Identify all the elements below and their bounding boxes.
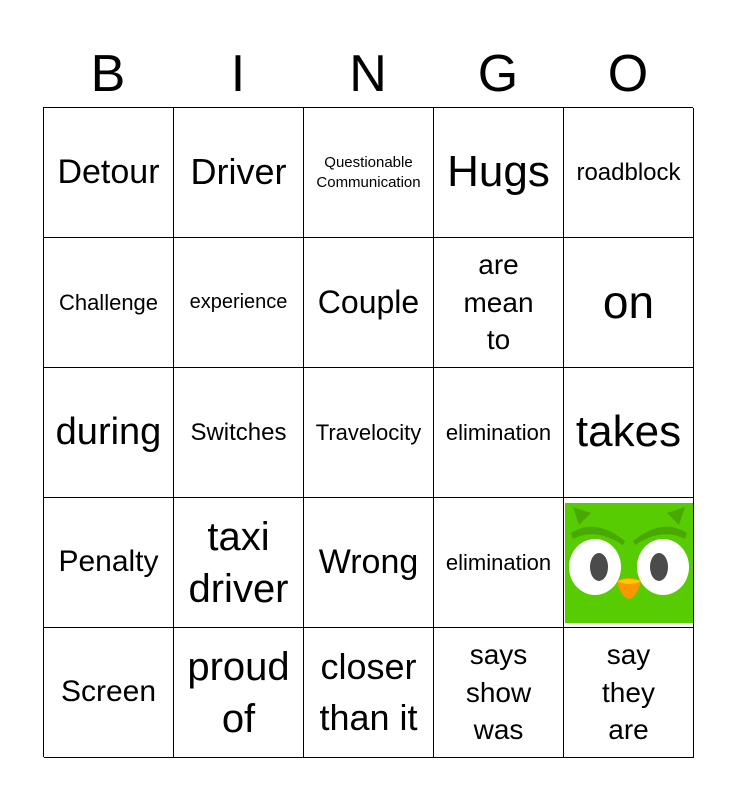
cell-text: Questionable Communication (316, 154, 421, 191)
cell-text: Wrong (318, 542, 419, 581)
header-letter-o: O (607, 45, 649, 103)
cell-text: roadblock (576, 158, 681, 186)
bingo-cell[interactable] (564, 238, 694, 368)
duolingo-owl-icon (565, 503, 693, 623)
cell-text: say they are (602, 638, 655, 746)
bingo-board (43, 107, 693, 757)
bingo-cell[interactable] (434, 628, 564, 758)
header-letter-g: G (477, 45, 519, 103)
bingo-cell[interactable] (434, 368, 564, 498)
free-space-cell[interactable] (564, 498, 694, 628)
cell-text: during (55, 410, 162, 453)
bingo-cell[interactable] (44, 368, 174, 498)
bingo-cell[interactable] (174, 368, 304, 498)
cell-text: on (602, 275, 655, 328)
cell-text: Travelocity (315, 419, 422, 445)
bingo-cell[interactable] (304, 628, 434, 758)
bingo-cell[interactable] (174, 628, 304, 758)
cell-text: Screen (60, 675, 157, 709)
cell-text: elimination (445, 549, 552, 575)
cell-text: Driver (190, 151, 287, 193)
bingo-cell[interactable] (44, 498, 174, 628)
bingo-cell[interactable] (174, 108, 304, 238)
cell-text: proud of (187, 644, 290, 741)
bingo-cell[interactable] (304, 368, 434, 498)
bingo-cell[interactable] (564, 108, 694, 238)
bingo-header (43, 40, 693, 108)
cell-text: Detour (57, 152, 160, 191)
header-letter-b: B (90, 45, 126, 103)
bingo-cell[interactable] (434, 238, 564, 368)
bingo-cell[interactable] (304, 498, 434, 628)
cell-text: takes (575, 407, 682, 457)
header-letter-i: I (230, 45, 246, 103)
bingo-cell[interactable] (434, 498, 564, 628)
cell-text: elimination (445, 419, 552, 445)
cell-text: Hugs (447, 147, 550, 197)
bingo-cell[interactable] (174, 238, 304, 368)
bingo-cell[interactable] (564, 368, 694, 498)
cell-text: taxi driver (188, 514, 289, 611)
bingo-cell[interactable] (304, 108, 434, 238)
cell-text: Couple (317, 284, 420, 321)
cell-text: Penalty (58, 545, 159, 579)
bingo-cell[interactable] (174, 498, 304, 628)
cell-text: Switches (190, 418, 287, 446)
bingo-cell[interactable] (44, 238, 174, 368)
cell-text: says show was (465, 638, 532, 746)
bingo-cell[interactable] (44, 108, 174, 238)
bingo-cell[interactable] (304, 238, 434, 368)
bingo-cell[interactable] (564, 628, 694, 758)
cell-text: are mean to (463, 248, 534, 356)
header-letter-n: N (349, 45, 387, 103)
bingo-cell[interactable] (434, 108, 564, 238)
cell-text: Challenge (58, 289, 159, 315)
cell-text: closer than it (319, 646, 418, 738)
bingo-cell[interactable] (44, 628, 174, 758)
cell-text: experience (189, 291, 288, 313)
